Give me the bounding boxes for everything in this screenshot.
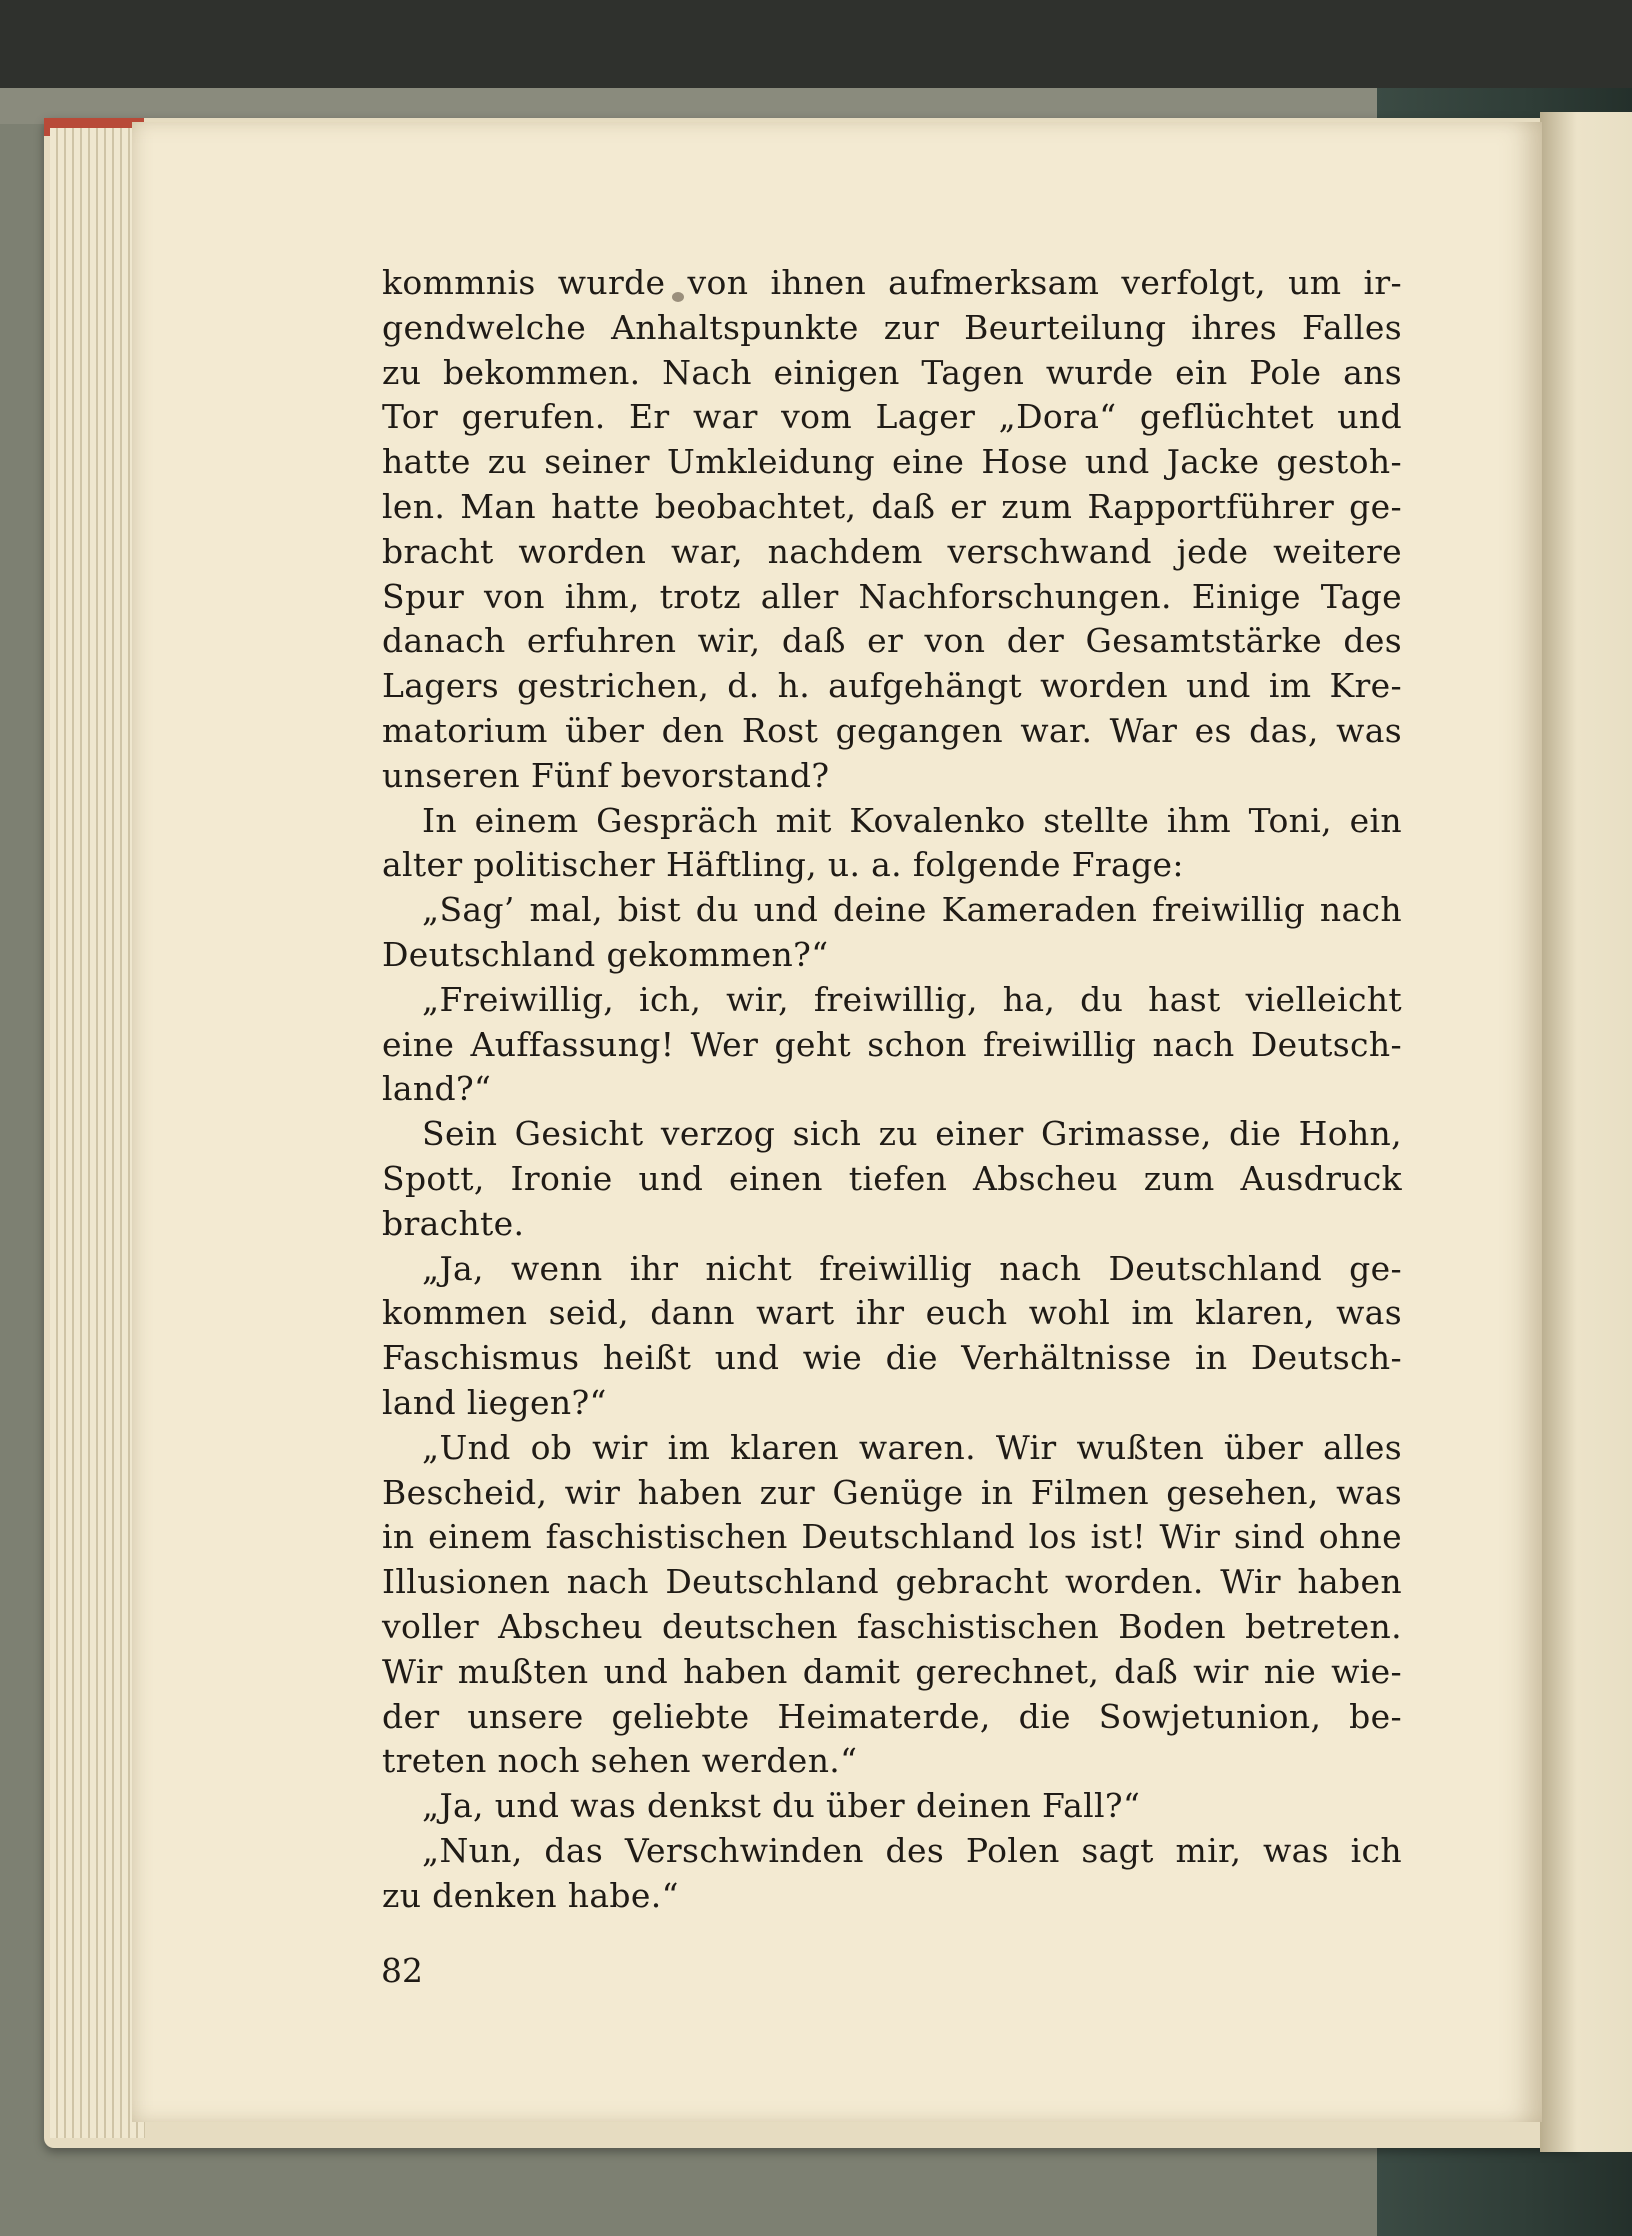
text-line: Deutschland gekommen?“ (382, 934, 829, 974)
text-line: Bescheid, wir haben zur Genüge in Filmen gesehen, was (382, 1472, 1402, 1512)
text-line: Spur von ihm, trotz aller Nachforschungen. Einige Tage (382, 576, 1402, 616)
text-line: danach erfuhren wir, daß er von der Gesamtstärke des (382, 621, 1402, 661)
page-number: 82 (381, 1951, 423, 1990)
text-line: alter politischer Häftling, u. a. folgende Frage: (382, 845, 1184, 885)
text-line: der unsere geliebte Heimaterde, die Sowjetunion, be- (382, 1696, 1402, 1736)
text-line: in einem faschistischen Deutschland los ist! Wir sind ohne (382, 1517, 1402, 1557)
text-line: Wir mußten und haben damit gerechnet, daß wir nie wie- (382, 1651, 1402, 1691)
text-line: eine Auffassung! Wer geht schon freiwillig nach Deutsch- (382, 1024, 1402, 1064)
text-line: land?“ (382, 1069, 492, 1109)
text-line: zu bekommen. Nach einigen Tagen wurde ein Pole ans (382, 352, 1402, 392)
text-line: kommnis wurde von ihnen aufmerksam verfolgt, um ir- (382, 263, 1402, 302)
text-line: treten noch sehen werden.“ (382, 1741, 858, 1781)
page-edges (50, 128, 145, 2138)
text-line: land liegen?“ (382, 1382, 607, 1422)
text-line: gendwelche Anhaltspunkte zur Beurteilung ihres Falles (382, 307, 1402, 347)
text-line: matorium über den Rost gegangen war. War es das, was (382, 710, 1402, 750)
text-line: voller Abscheu deutschen faschistischen Boden betreten. (382, 1606, 1402, 1646)
text-line: bracht worden war, nachdem verschwand jede weitere (382, 531, 1402, 571)
text-line: In einem Gespräch mit Kovalenko stellte ihm Toni, ein (422, 800, 1402, 840)
facing-page-edge (1540, 112, 1632, 2152)
text-line: „Sag’ mal, bist du und deine Kameraden freiwillig nach (422, 890, 1402, 930)
text-line: Lagers gestrichen, d. h. aufgehängt worden und im Kre- (382, 666, 1402, 706)
text-line: brachte. (382, 1203, 525, 1243)
page-text (382, 261, 1402, 1918)
text-line: Faschismus heißt und wie die Verhältnisse in Deutsch- (382, 1338, 1402, 1378)
text-line: kommen seid, dann wart ihr euch wohl im klaren, was (382, 1293, 1402, 1333)
text-line: len. Man hatte beobachtet, daß er zum Rapportführer ge- (382, 486, 1402, 526)
text-line: hatte zu seiner Umkleidung eine Hose und Jacke gestoh- (382, 442, 1402, 482)
text-line: „Und ob wir im klaren waren. Wir wußten über alles (422, 1427, 1402, 1467)
text-line: „Ja, wenn ihr nicht freiwillig nach Deutschland ge- (422, 1248, 1402, 1288)
text-line: Sein Gesicht verzog sich zu einer Grimasse, die Hohn, (422, 1114, 1402, 1154)
text-line: Tor gerufen. Er war vom Lager „Dora“ geflüchtet und (382, 397, 1402, 437)
text-line: zu denken habe.“ (382, 1875, 679, 1915)
text-line: Spott, Ironie und einen tiefen Abscheu zum Ausdruck (382, 1158, 1402, 1198)
text-line: „Freiwillig, ich, wir, freiwillig, ha, du hast vielleicht (422, 979, 1402, 1019)
text-line: unseren Fünf bevorstand? (382, 755, 830, 795)
text-line: Illusionen nach Deutschland gebracht worden. Wir haben (382, 1562, 1402, 1602)
text-line: „Ja, und was denkst du über deinen Fall?“ (422, 1786, 1141, 1826)
text-line: „Nun, das Verschwinden des Polen sagt mir, was ich (422, 1830, 1402, 1870)
